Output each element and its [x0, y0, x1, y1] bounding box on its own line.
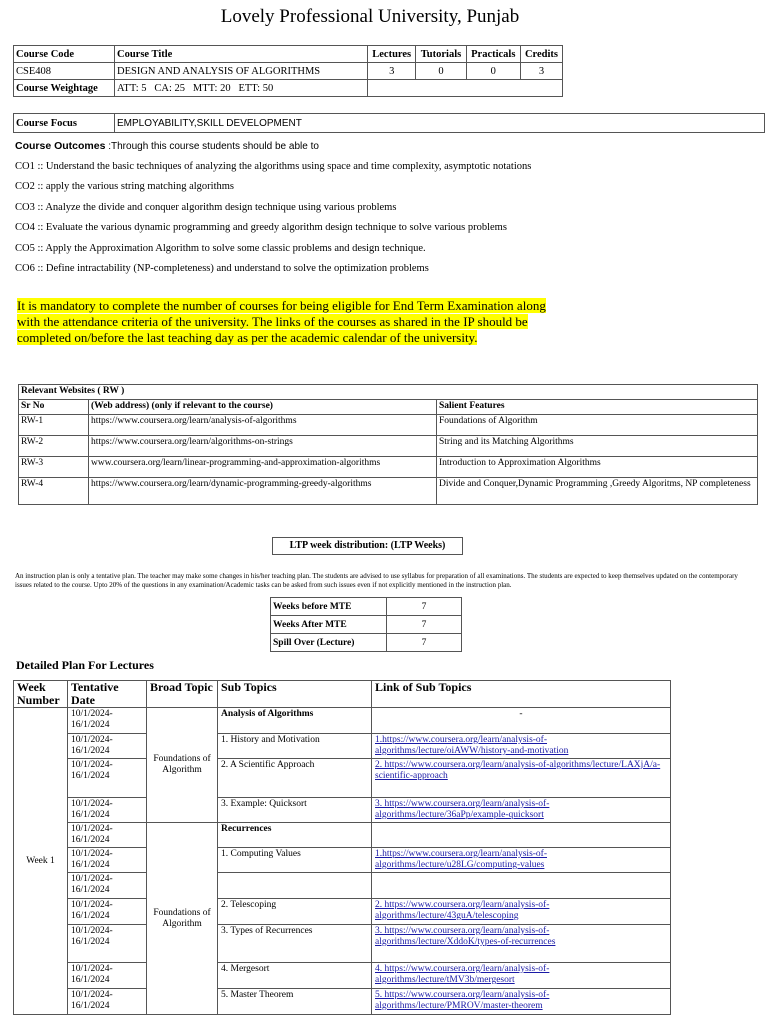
- lectures-label: Lectures: [368, 46, 416, 63]
- tentative-date: 10/1/2024-16/1/2024: [68, 823, 147, 848]
- table-row: [14, 823, 671, 848]
- weeks-value: 7: [387, 616, 462, 634]
- course-title: DESIGN AND ANALYSIS OF ALGORITHMS: [115, 63, 368, 80]
- sub-topic: 3. Example: Quicksort: [218, 798, 372, 823]
- tentative-date: 10/1/2024-16/1/2024: [68, 848, 147, 873]
- lectures-value: 3: [368, 63, 416, 80]
- table-row: [14, 798, 671, 823]
- table-row: [271, 616, 462, 634]
- sub-topic-link[interactable]: 5. https://www.coursera.org/learn/analysis-of-algorithms/lecture/PMROV/master-theorem: [372, 989, 671, 1015]
- salient-feature: Divide and Conquer,Dynamic Programming ,Greedy Algoritms, NP completeness: [437, 478, 758, 505]
- tentative-date: 10/1/2024-16/1/2024: [68, 734, 147, 759]
- list-item: CO6 :: Define intractability (NP-completeness) and understand to solve the optimization problems: [15, 262, 429, 274]
- university-title: Lovely Professional University, Punjab: [220, 6, 520, 27]
- mandatory-notice: [17, 298, 547, 346]
- tentative-date: 10/1/2024-16/1/2024: [68, 798, 147, 823]
- sr-no: RW-1: [19, 415, 89, 436]
- sub-topic: 5. Master Theorem: [218, 989, 372, 1015]
- table-row: [19, 436, 758, 457]
- sr-no: RW-3: [19, 457, 89, 478]
- sub-topic-link[interactable]: 2. https://www.coursera.org/learn/analysis-of-algorithms/lecture/LAXjA/a-scientific-approach: [372, 759, 671, 798]
- weeks-value: 7: [387, 634, 462, 652]
- course-outcomes-list: [15, 160, 755, 282]
- tentative-date: 10/1/2024-16/1/2024: [68, 963, 147, 989]
- list-item: CO4 :: Evaluate the various dynamic programming and greedy algorithm design technique to solve various problems: [15, 222, 507, 234]
- course-focus-label: Course Focus: [14, 114, 115, 133]
- table-row: [271, 634, 462, 652]
- sr-no: RW-4: [19, 478, 89, 505]
- table-row: [19, 415, 758, 436]
- sub-topic: 1. Computing Values: [218, 848, 372, 873]
- instruction-plan-note: An instruction plan is only a tentative plan. The teacher may make some changes in his/her teaching plan. The students are advised to use syllabus for preparation of all examinations. The students are expected to keep themselves updated on the contemporary issues related to the course. Upto 20% of the questions in any examination/Academic tasks can be asked from such issues even if not explicitly mentioned in the instruction plan.: [15, 572, 738, 589]
- course-code-label: Course Code: [14, 46, 115, 63]
- list-item: CO2 :: apply the various string matching algorithms: [15, 181, 235, 193]
- course-outcomes-label: Course Outcomes: [15, 140, 106, 152]
- ltp-distribution-label: LTP week distribution: (LTP Weeks): [272, 537, 463, 555]
- list-item: CO3 :: Analyze the divide and conquer algorithm design technique using various problems: [15, 201, 397, 213]
- table-row: [14, 734, 671, 759]
- web-address: https://www.coursera.org/learn/dynamic-programming-greedy-algorithms: [89, 478, 437, 505]
- weeks-table: [270, 597, 462, 652]
- column-header-sub-topics: Sub Topics: [218, 681, 372, 708]
- column-header-sr: Sr No: [19, 400, 89, 415]
- salient-feature: Foundations of Algorithm: [437, 415, 758, 436]
- practicals-label: Practicals: [466, 46, 520, 63]
- table-row: [19, 478, 758, 505]
- relevant-websites-title: Relevant Websites ( RW ): [19, 385, 758, 400]
- table-row: [271, 598, 462, 616]
- table-row: [19, 457, 758, 478]
- broad-topic: Foundations of Algorithm: [147, 708, 218, 823]
- table-row: [14, 989, 671, 1015]
- tentative-date: 10/1/2024-16/1/2024: [68, 925, 147, 963]
- course-title-label: Course Title: [115, 46, 368, 63]
- sub-topic-link[interactable]: 1.https://www.coursera.org/learn/analysis-of-algorithms/lecture/u28LG/computing-values: [372, 848, 671, 873]
- course-outcomes-intro: :Through this course students should be able to: [105, 141, 319, 152]
- sub-topic-link[interactable]: 3. https://www.coursera.org/learn/analysis-of-algorithms/lecture/XddoK/types-of-recurrences: [372, 925, 671, 963]
- sub-topic-link[interactable]: 4. https://www.coursera.org/learn/analysis-of-algorithms/lecture/tMV3b/mergesort: [372, 963, 671, 989]
- sub-topic-link: -: [372, 708, 671, 734]
- tentative-date: 10/1/2024-16/1/2024: [68, 873, 147, 899]
- sub-topic-link: [372, 823, 671, 848]
- column-header-week: Week Number: [14, 681, 68, 708]
- detailed-plan-heading: Detailed Plan For Lectures: [16, 658, 154, 672]
- column-header-web-address: (Web address) (only if relevant to the course): [89, 400, 437, 415]
- column-header-salient-features: Salient Features: [437, 400, 758, 415]
- relevant-websites-table: [18, 384, 758, 505]
- broad-topic: Foundations of Algorithm: [147, 823, 218, 1015]
- table-row: [14, 708, 671, 734]
- column-header-date: Tentative Date: [68, 681, 147, 708]
- sub-topic: 4. Mergesort: [218, 963, 372, 989]
- list-item: CO5 :: Apply the Approximation Algorithm to solve some classic problems and design technique.: [15, 242, 426, 254]
- course-focus-value: EMPLOYABILITY,SKILL DEVELOPMENT: [115, 114, 765, 133]
- sr-no: RW-2: [19, 436, 89, 457]
- week-number: Week 1: [14, 708, 68, 1015]
- tentative-date: 10/1/2024-16/1/2024: [68, 989, 147, 1015]
- sub-topic-link[interactable]: 2. https://www.coursera.org/learn/analysis-of-algorithms/lecture/43guA/telescoping: [372, 899, 671, 925]
- web-address: https://www.coursera.org/learn/analysis-of-algorithms: [89, 415, 437, 436]
- sub-topic: [218, 873, 372, 899]
- column-header-link: Link of Sub Topics: [372, 681, 671, 708]
- weeks-label: Spill Over (Lecture): [271, 634, 387, 652]
- sub-topic-link: [372, 873, 671, 899]
- table-row: [14, 848, 671, 873]
- highlighted-notice-text: It is mandatory to complete the number of courses for being eligible for End Term Examination along with the attendance criteria of the university. The links of the courses as shared in the IP should be completed on/before the last teaching day as per the academic calendar of the university.: [17, 298, 546, 345]
- sub-topic: Analysis of Algorithms: [218, 708, 372, 734]
- salient-feature: String and its Matching Algorithms: [437, 436, 758, 457]
- sub-topic-link[interactable]: 1.https://www.coursera.org/learn/analysis-of-algorithms/lecture/oiAWW/history-and-motivation: [372, 734, 671, 759]
- tentative-date: 10/1/2024-16/1/2024: [68, 899, 147, 925]
- practicals-value: 0: [466, 63, 520, 80]
- table-row: [14, 759, 671, 798]
- table-row: [14, 873, 671, 899]
- credits-value: 3: [520, 63, 562, 80]
- table-row: [14, 963, 671, 989]
- list-item: CO1 :: Understand the basic techniques of analyzing the algorithms using space and time complexity, asymptotic notations: [15, 161, 532, 172]
- table-row: [14, 925, 671, 963]
- sub-topic: 2. A Scientific Approach: [218, 759, 372, 798]
- tentative-date: 10/1/2024-16/1/2024: [68, 759, 147, 798]
- weeks-label: Weeks After MTE: [271, 616, 387, 634]
- sub-topic-link[interactable]: 3. https://www.coursera.org/learn/analysis-of-algorithms/lecture/36aPp/example-quicksort: [372, 798, 671, 823]
- sub-topic: 3. Types of Recurrences: [218, 925, 372, 963]
- course-weightage-label: Course Weightage: [14, 80, 115, 97]
- table-row: [14, 899, 671, 925]
- course-code: CSE408: [14, 63, 115, 80]
- credits-label: Credits: [520, 46, 562, 63]
- tutorials-value: 0: [416, 63, 466, 80]
- sub-topic: 2. Telescoping: [218, 899, 372, 925]
- course-weightage: ATT: 5 CA: 25 MTT: 20 ETT: 50: [115, 80, 368, 97]
- web-address: https://www.coursera.org/learn/algorithms-on-strings: [89, 436, 437, 457]
- course-outcomes-heading: [15, 140, 319, 152]
- weeks-value: 7: [387, 598, 462, 616]
- web-address: www.coursera.org/learn/linear-programming-and-approximation-algorithms: [89, 457, 437, 478]
- empty-cell: [368, 80, 563, 97]
- column-header-broad-topic: Broad Topic: [147, 681, 218, 708]
- sub-topic: Recurrences: [218, 823, 372, 848]
- course-info-table: [13, 45, 563, 97]
- lecture-plan-table: [13, 680, 671, 1015]
- tentative-date: 10/1/2024-16/1/2024: [68, 708, 147, 734]
- tutorials-label: Tutorials: [416, 46, 466, 63]
- course-focus-table: [13, 113, 765, 133]
- sub-topic: 1. History and Motivation: [218, 734, 372, 759]
- weeks-label: Weeks before MTE: [271, 598, 387, 616]
- salient-feature: Introduction to Approximation Algorithms: [437, 457, 758, 478]
